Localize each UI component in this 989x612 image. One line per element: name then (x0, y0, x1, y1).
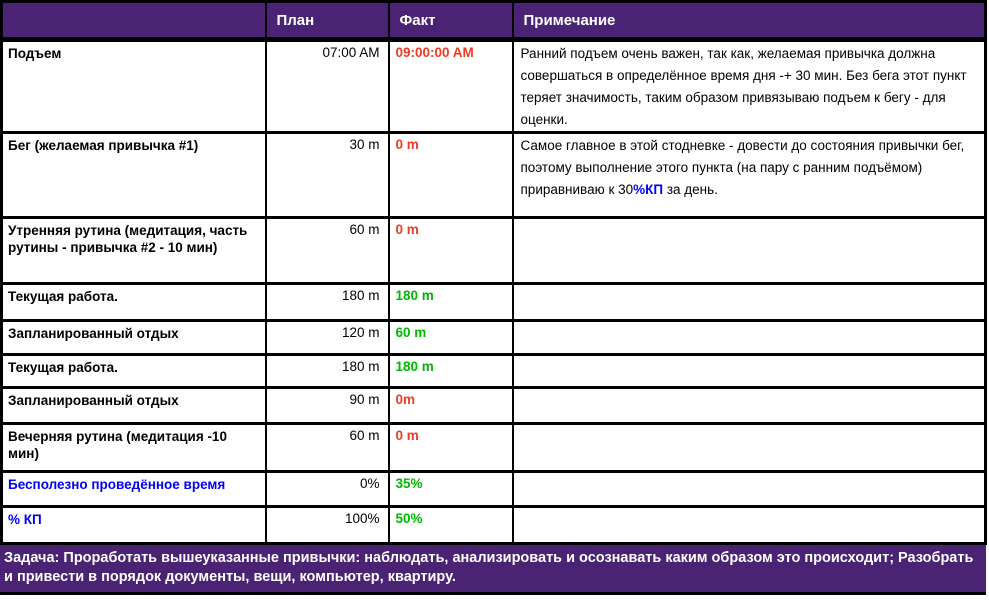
cell-plan[interactable]: 30 m (266, 133, 389, 218)
cell-label[interactable]: Бег (желаемая привычка #1) (2, 133, 266, 218)
cell-note[interactable] (513, 424, 986, 472)
cell-label[interactable]: Бесполезно проведённое время (2, 472, 266, 507)
cell-note[interactable] (513, 133, 986, 218)
cell-fact[interactable]: 35% (389, 472, 513, 507)
cell-label[interactable]: Вечерняя рутина (медитация -10 мин) (2, 424, 266, 472)
cell-plan[interactable]: 100% (266, 507, 389, 544)
cell-plan[interactable]: 180 m (266, 284, 389, 321)
cell-label[interactable]: Текущая работа. (2, 355, 266, 388)
cell-label[interactable]: % КП (2, 507, 266, 544)
cell-plan[interactable]: 90 m (266, 388, 389, 424)
table-row-tekushchaya-rabota-2 (2, 355, 986, 388)
cell-fact[interactable]: 0 m (389, 133, 513, 218)
cell-note[interactable] (513, 218, 986, 284)
note-text: Самое главное в этой стодневке - довести до состояния привычки бег, поэтому выполнение этого пункта (на пару с ранним подъёмом) приравниваю к 30 (520, 138, 965, 197)
cell-plan[interactable]: 60 m (266, 424, 389, 472)
cell-note[interactable] (513, 284, 986, 321)
cell-fact[interactable]: 09:00:00 AM (389, 40, 513, 133)
header-row (2, 2, 986, 40)
cell-label[interactable]: Запланированный отдых (2, 388, 266, 424)
header-note[interactable]: Примечание (513, 2, 986, 40)
cell-label[interactable]: Текущая работа. (2, 284, 266, 321)
note-highlight: %КП (633, 182, 664, 197)
cell-note[interactable] (513, 507, 986, 544)
cell-fact[interactable]: 60 m (389, 321, 513, 355)
table-row-podem (2, 40, 986, 133)
table-row-bespolezno-vremya (2, 472, 986, 507)
table-row-otdykh-2 (2, 388, 986, 424)
cell-fact[interactable]: 0 m (389, 218, 513, 284)
table-row-tekushchaya-rabota-1 (2, 284, 986, 321)
table-row-otdykh-1 (2, 321, 986, 355)
cell-label[interactable]: Подъем (2, 40, 266, 133)
task-text: Задача: Проработать вышеуказанные привычки: наблюдать, анализировать и осознавать каким образом это происходит; Разобрать и привести в порядок документы, вещи, компьютер, квартиру. (4, 550, 974, 585)
cell-note[interactable] (513, 321, 986, 355)
cell-plan[interactable]: 120 m (266, 321, 389, 355)
table-row-kp-percent (2, 507, 986, 544)
header-activity[interactable] (2, 2, 266, 40)
note-text-end: за день. (663, 182, 718, 197)
table-row-vechernyaya-rutina (2, 424, 986, 472)
cell-fact[interactable]: 180 m (389, 355, 513, 388)
cell-note[interactable] (513, 355, 986, 388)
cell-note[interactable] (513, 388, 986, 424)
cell-label[interactable]: Запланированный отдых (2, 321, 266, 355)
table-row-beg (2, 133, 986, 218)
cell-label[interactable]: Утренняя рутина (медитация, часть рутины - привычка #2 - 10 мин) (2, 218, 266, 284)
header-plan[interactable]: План (266, 2, 389, 40)
cell-plan[interactable]: 180 m (266, 355, 389, 388)
cell-plan[interactable]: 0% (266, 472, 389, 507)
cell-fact[interactable]: 180 m (389, 284, 513, 321)
task-banner[interactable] (0, 545, 986, 595)
table-row-utrennyaya-rutina (2, 218, 986, 284)
cell-fact[interactable]: 50% (389, 507, 513, 544)
cell-note[interactable]: Ранний подъем очень важен, так как, желаемая привычка должна совершаться в определённое время дня -+ 30 мин. Без бега этот пункт теряет значимость, таким образом привязываю подъем к бегу - для оценки. (513, 40, 986, 133)
cell-note[interactable] (513, 472, 986, 507)
cell-fact[interactable]: 0 m (389, 424, 513, 472)
cell-plan[interactable]: 60 m (266, 218, 389, 284)
header-fact[interactable]: Факт (389, 2, 513, 40)
cell-plan[interactable]: 07:00 AM (266, 40, 389, 133)
cell-fact[interactable]: 0m (389, 388, 513, 424)
